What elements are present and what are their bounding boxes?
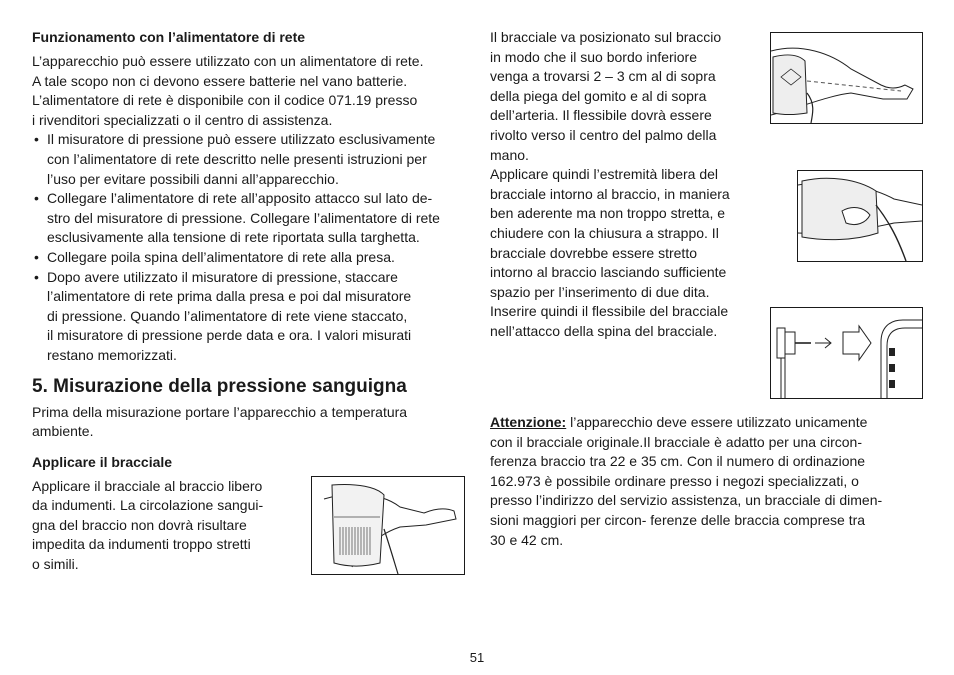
cuff-position-text bbox=[490, 28, 760, 342]
bullet-item bbox=[32, 130, 468, 189]
text-line: rivolto verso il centro del palmo della bbox=[490, 126, 717, 143]
cuff-heading: Applicare il bracciale bbox=[32, 453, 173, 470]
page-number: 51 bbox=[469, 650, 485, 665]
cuff-closing-illustration bbox=[797, 170, 923, 262]
text-line: stro del misuratore di pressione. Collegare l’alimentatore di rete bbox=[47, 209, 440, 226]
text-line: chiudere con la chiusura a strappo. Il bbox=[490, 224, 719, 241]
bullet-item bbox=[32, 248, 468, 268]
text-line: spazio per l’inserimento di due dita. bbox=[490, 283, 710, 300]
text-line: impedita da indumenti troppo stretti bbox=[32, 536, 251, 553]
cuff-wrap-icon bbox=[798, 171, 922, 261]
attention-note bbox=[490, 413, 930, 550]
text-line: della piega del gomito e al di sopra bbox=[490, 87, 707, 104]
text-line: restano memorizzati. bbox=[47, 346, 177, 363]
text-line: da indumenti. La circolazione sangui- bbox=[32, 497, 264, 514]
mains-intro bbox=[32, 52, 468, 130]
section-title: 5. Misurazione della pressione sanguigna bbox=[32, 375, 407, 397]
cuff-position-illustration bbox=[770, 32, 923, 124]
text-line bbox=[490, 413, 930, 433]
text-line: Applicare il bracciale al braccio libero bbox=[32, 477, 263, 494]
text-line: • Il misuratore di pressione può essere utilizzato esclusivamente bbox=[47, 131, 436, 148]
text-line: gna del braccio non dovrà risultare bbox=[32, 516, 247, 533]
connector-illustration bbox=[770, 307, 923, 399]
text-line: • Dopo avere utilizzato il misuratore di pressione, staccare bbox=[47, 268, 398, 285]
arm-position-icon bbox=[771, 33, 922, 123]
text-line: intorno al braccio lasciando sufficiente bbox=[490, 264, 727, 281]
text-line: con l’alimentatore di rete descritto nelle presenti istruzioni per bbox=[47, 150, 427, 167]
text-line: Prima della misurazione portare l’apparecchio a temperatura bbox=[32, 403, 408, 420]
text-line: di pressione. Quando l’alimentatore di rete viene staccato, bbox=[47, 307, 408, 324]
text-line: L’alimentatore di rete è disponibile con il codice 071.19 presso bbox=[32, 92, 418, 109]
text-line: l’uso per evitare possibili danni all’apparecchio. bbox=[47, 170, 339, 187]
text-line: con il bracciale originale.Il bracciale è adatto per una circon- bbox=[490, 433, 862, 450]
text-line: mano. bbox=[490, 146, 529, 163]
text-line: i rivenditori specializzati o il centro di assistenza. bbox=[32, 111, 333, 128]
text-line: ambiente. bbox=[32, 423, 94, 440]
text-line: Il bracciale va posizionato sul braccio bbox=[490, 29, 722, 45]
text-line: nell’attacco della spina del bracciale. bbox=[490, 322, 718, 339]
text-line: 162.973 è possibile ordinare presso i negozi specializzati, o bbox=[490, 472, 859, 489]
text-line: dell’arteria. Il flessibile dovrà essere bbox=[490, 107, 712, 124]
text-line: bracciale dovrebbe essere stretto bbox=[490, 244, 697, 261]
text-line: o simili. bbox=[32, 556, 79, 573]
attention-label: Attenzione: bbox=[490, 414, 567, 430]
arm-cuff-icon bbox=[312, 477, 464, 574]
text-line: Inserire quindi il flessibile del bracciale bbox=[490, 303, 729, 320]
mains-heading: Funzionamento con l’alimentatore di rete bbox=[32, 29, 306, 45]
text-line: venga a trovarsi 2 – 3 cm al di sopra bbox=[490, 68, 716, 85]
bullet-item bbox=[32, 268, 468, 366]
text-line: presso l’indirizzo del servizio assistenza, un bracciale di dimen- bbox=[490, 492, 883, 509]
text-line: esclusivamente alla tensione di rete riportata sulla targhetta. bbox=[47, 229, 420, 246]
mains-bullet-list bbox=[32, 130, 468, 365]
text-line: in modo che il suo bordo inferiore bbox=[490, 48, 698, 65]
text-line: • Collegare poila spina dell’alimentatore di rete alla presa. bbox=[47, 248, 395, 265]
text-line: ferenza braccio tra 22 e 35 cm. Con il numero di ordinazione bbox=[490, 453, 866, 470]
text-line: L’apparecchio può essere utilizzato con un alimentatore di rete. bbox=[32, 53, 424, 69]
text-line: ben aderente ma non troppo stretta, e bbox=[490, 205, 726, 222]
text-line: bracciale intorno al braccio, in maniera bbox=[490, 185, 730, 202]
text-line: il misuratore di pressione perde data e ora. I valori misurati bbox=[47, 327, 412, 344]
section-intro bbox=[32, 403, 468, 442]
plug-connector-icon bbox=[771, 308, 922, 398]
cuff-arm-illustration bbox=[311, 476, 465, 575]
text-line: sioni maggiori per circon- ferenze delle braccia comprese tra bbox=[490, 511, 866, 528]
attention-first-line: l’apparecchio deve essere utilizzato unicamente bbox=[566, 414, 868, 430]
text-line: l’alimentatore di rete prima dalla presa e poi dal misuratore bbox=[47, 288, 412, 305]
text-line: • Collegare l’alimentatore di rete all’apposito attacco sul lato de- bbox=[47, 190, 433, 207]
text-line: 30 e 42 cm. bbox=[490, 531, 564, 548]
cuff-text bbox=[32, 477, 292, 575]
bullet-item bbox=[32, 189, 468, 248]
text-line: A tale scopo non ci devono essere batterie nel vano batterie. bbox=[32, 72, 408, 89]
text-line: Applicare quindi l’estremità libera del bbox=[490, 166, 719, 183]
